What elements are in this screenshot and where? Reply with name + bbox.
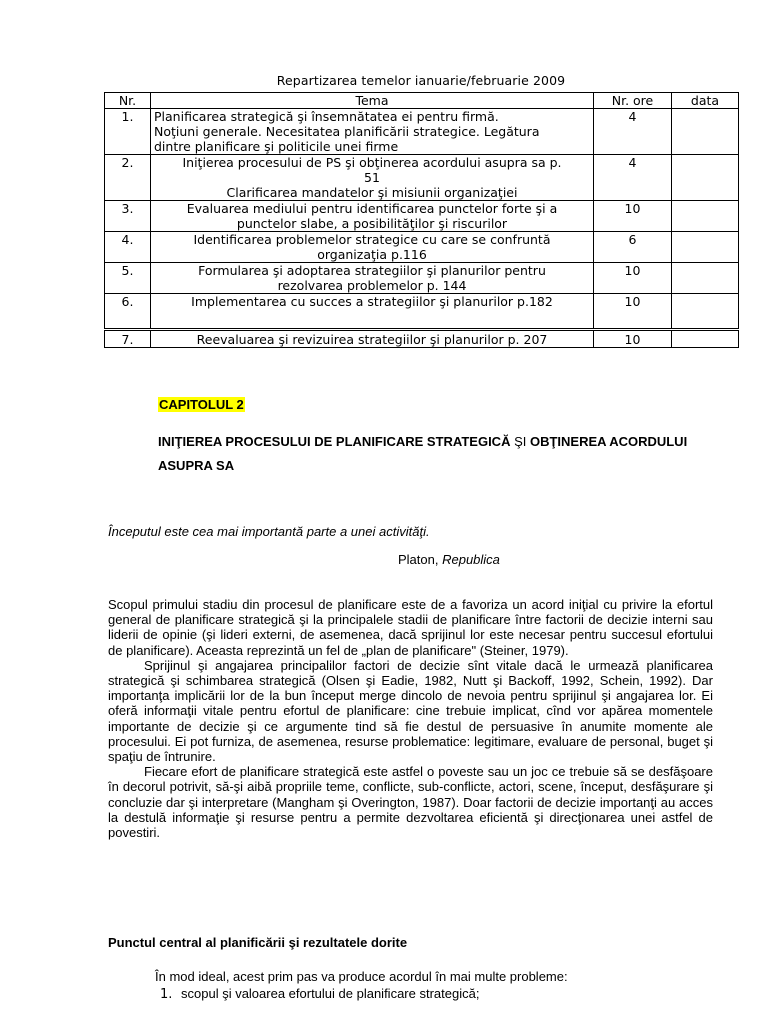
row-ore: 6: [594, 232, 672, 263]
chapter-title: [158, 430, 718, 478]
table-row: [105, 263, 739, 294]
row-tema: [151, 294, 594, 330]
row-ore: 10: [594, 263, 672, 294]
row-tema: [151, 109, 594, 155]
schedule-table: [104, 92, 739, 348]
header-data: data: [672, 93, 739, 109]
table-row: [105, 109, 739, 155]
list-item: [160, 986, 479, 1002]
tema-line: punctelor slabe, a posibilităţilor şi riscurilor: [236, 216, 508, 231]
row-ore: 10: [594, 294, 672, 330]
row-tema: [151, 330, 594, 348]
row-data: [672, 232, 739, 263]
row-data: [672, 330, 739, 348]
tema-line: Formularea şi adoptarea strategiilor şi planurilor pentru: [198, 263, 546, 278]
row-tema: [151, 155, 594, 201]
tema-line: Implementarea cu succes a strategiilor şi planurilor p.182: [191, 294, 553, 309]
paragraph: Scopul primului stadiu din procesul de planificare este de a favoriza un acord iniţial cu privire la efortul general de planificare strategică şi la principalele stadii de planificare între factorii de decizie interni sau liderii de opinie (şi lideri externi, de asemenea, dacă sprijinul lor este necesar pentru succesul efortului de planificare). Aceasta reprezintă un fel de „plan de planificare" (Steiner, 1979).: [108, 597, 713, 658]
list-item-number: 1.: [160, 987, 173, 1002]
motto-work: Republica: [442, 552, 500, 567]
header-nr: Nr.: [105, 93, 151, 109]
row-nr: 2.: [105, 155, 151, 201]
row-ore: 10: [594, 201, 672, 232]
row-nr: 5.: [105, 263, 151, 294]
tema-line: Evaluarea mediului pentru identificarea punctelor forte şi a: [186, 201, 558, 216]
row-nr: 4.: [105, 232, 151, 263]
section-heading: Punctul central al planificării şi rezultatele dorite: [108, 935, 408, 950]
row-data: [672, 294, 739, 330]
row-nr: 6.: [105, 294, 151, 330]
tema-line: Identificarea problemelor strategice cu care se confruntă: [193, 232, 551, 247]
tema-line: 51: [364, 170, 380, 185]
row-data: [672, 109, 739, 155]
row-nr: 1.: [105, 109, 151, 155]
row-nr: 3.: [105, 201, 151, 232]
motto-attribution: [398, 552, 500, 567]
body-text: [108, 597, 713, 840]
row-nr: 7.: [105, 330, 151, 348]
chapter-label: CAPITOLUL 2: [159, 397, 244, 412]
row-ore: 4: [594, 109, 672, 155]
row-ore: 4: [594, 155, 672, 201]
paragraph: Sprijinul şi angajarea principalilor factori de decizie sînt vitale dacă le urmează planificarea strategică şi schimbarea strategică (Olsen şi Eadie, 1982, Nutt şi Backoff, 1992, Schein, 1992). Dar importanţa implicării lor de la bun început merge dincolo de nevoia pentru sprijinul şi angajarea lor. Ei oferă informaţii vitale pentru efortul de planificare: cine trebuie implicat, cînd vor apărea momentele importante de decizie şi ce argumente tind să fie destul de persuasive în anumite momente ale procesului. Ei pot furniza, de asemenea, resurse problematice: legitimare, evaluare de personal, buget şi spaţiu de întrunire.: [108, 657, 713, 765]
row-ore: 10: [594, 330, 672, 348]
list-item-text: scopul şi valoarea efortului de planificare strategică;: [181, 986, 480, 1001]
section-intro: În mod ideal, acest prim pas va produce acordul în mai multe probleme:: [155, 969, 568, 984]
tema-line: Iniţierea procesului de PS şi obţinerea acordului asupra sa p.: [182, 155, 562, 170]
tema-line: Reevaluarea şi revizuirea strategiilor şi planurilor p. 207: [196, 332, 548, 347]
row-data: [672, 201, 739, 232]
table-row: [105, 294, 739, 330]
table-header-row: [105, 93, 739, 109]
header-tema: Tema: [151, 93, 594, 109]
chapter-title-and: ŞI: [514, 434, 527, 449]
row-tema: [151, 263, 594, 294]
chapter-title-part1: INIŢIEREA PROCESULUI DE PLANIFICARE STRATEGICĂ: [158, 434, 515, 449]
row-tema: [151, 232, 594, 263]
tema-line: dintre planificare şi politicile unei firme: [154, 139, 399, 154]
row-data: [672, 263, 739, 294]
tema-line: Noţiuni generale. Necesitatea planificării strategice. Legătura: [154, 124, 540, 139]
tema-line: rezolvarea problemelor p. 144: [277, 278, 467, 293]
tema-line: Planificarea strategică şi însemnătatea ei pentru firmă.: [154, 109, 499, 124]
header-ore: Nr. ore: [594, 93, 672, 109]
row-tema: [151, 201, 594, 232]
motto-author: Platon,: [398, 552, 443, 567]
row-data: [672, 155, 739, 201]
table-row: [105, 155, 739, 201]
table-row: [105, 232, 739, 263]
numbered-list: [160, 986, 479, 1002]
table-row: [105, 330, 739, 348]
table-caption: Repartizarea temelor ianuarie/februarie 2009: [276, 73, 566, 88]
tema-line: Clarificarea mandatelor şi misiunii organizaţiei: [226, 185, 518, 200]
paragraph: Fiecare efort de planificare strategică este astfel o poveste sau un joc ce trebuie să se desfăşoare în decorul potrivit, să-şi aibă propriile teme, conflicte, sub-conflicte, actori, scene, început, desfăşurare şi concluzie dar şi interpretare (Mangham şi Overington, 1987). Doar factorii de decizie importanţi au acces la destulă informaţie şi resurse pentru a permite dezvoltarea eficientă şi direcţionarea unei astfel de povestiri.: [108, 764, 713, 841]
chapter-title-part2: OBŢINEREA ACORDULUI ASUPRA SA: [158, 434, 688, 473]
motto-quote: Începutul este cea mai importantă parte a unei activităţi.: [108, 524, 430, 539]
table-row: [105, 201, 739, 232]
tema-line: organizaţia p.116: [317, 247, 427, 262]
